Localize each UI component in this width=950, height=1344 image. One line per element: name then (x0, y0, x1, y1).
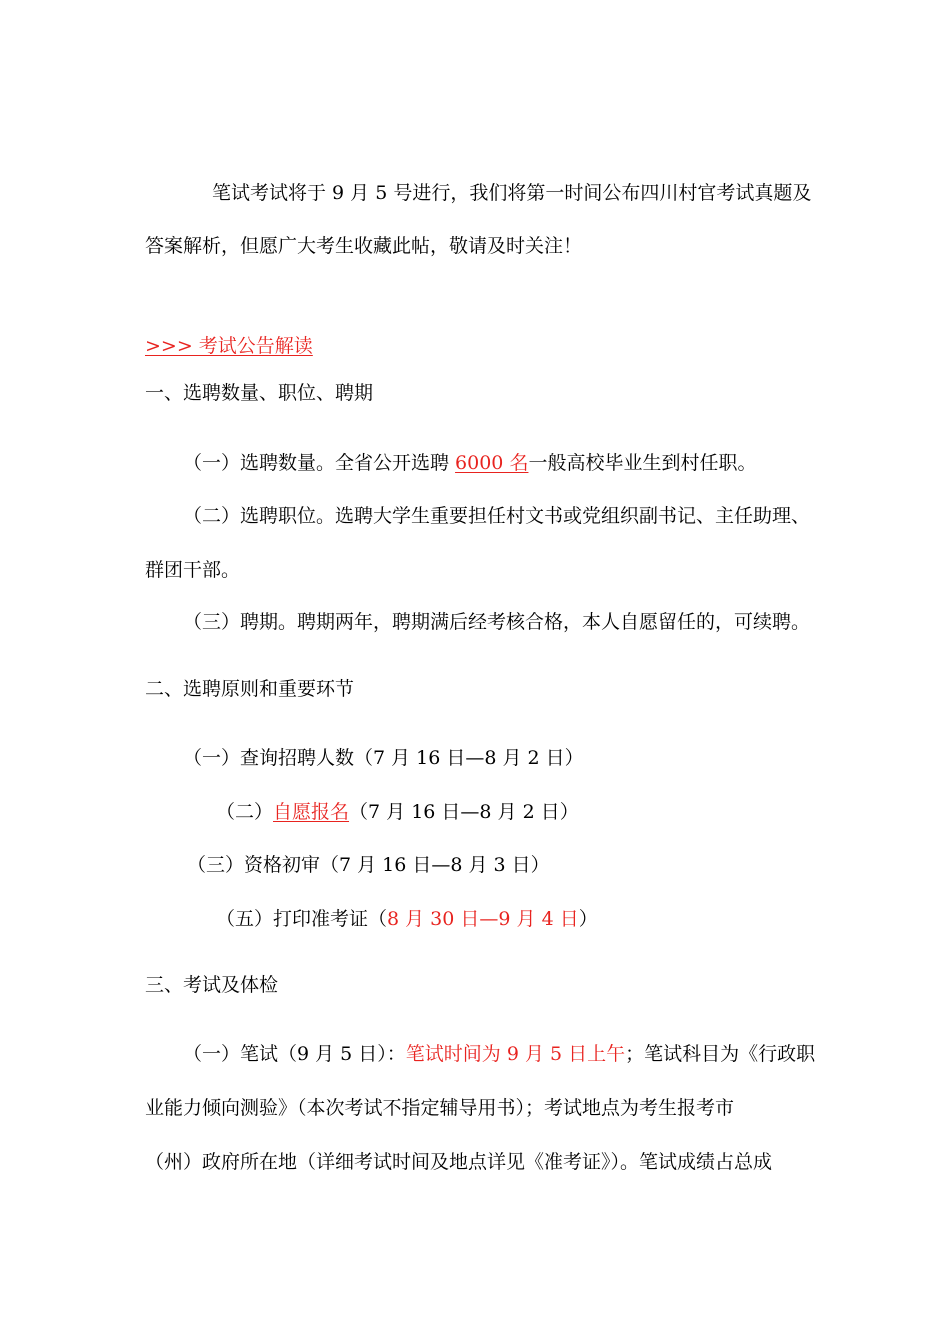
section1-item2-line1: （二）选聘职位。选聘大学生重要担任村文书或党组织副书记、主任助理、 (183, 505, 811, 527)
section1-item1-suffix: 一般高校毕业生到村任职。 (528, 452, 757, 474)
section2-heading: 二、选聘原则和重要环节 (145, 678, 355, 700)
section2-item2-suffix: （7 月 16 日—8 月 2 日） (349, 801, 579, 823)
section2-item5-prefix: （五）打印准考证（ (216, 908, 388, 930)
notice-interpretation-link[interactable]: >>> 考试公告解读 (145, 335, 313, 357)
section1-item1 (183, 451, 756, 475)
section3-item1-line3: （州）政府所在地（详细考试时间及地点详见《准考证》）。笔试成绩占总成 (145, 1151, 773, 1173)
section3-item1-prefix: （一）笔试（9 月 5 日）： (183, 1043, 406, 1065)
section2-item2 (216, 800, 579, 824)
section3-item1-line2: 业能力倾向测验》（本次考试不指定辅导用书）；考试地点为考生报考市 (145, 1097, 735, 1119)
intro-line-2: 答案解析，但愿广大考生收藏此帖，敬请及时关注！ (145, 235, 583, 257)
section2-item3: （三）资格初审（7 月 16 日—8 月 3 日） (187, 854, 550, 876)
section2-item5-suffix: ） (578, 908, 598, 930)
section1-item3: （三）聘期。聘期两年，聘期满后经考核合格，本人自愿留任的，可续聘。 (183, 611, 811, 633)
section2-item1: （一）查询招聘人数（7 月 16 日—8 月 2 日） (183, 747, 584, 769)
intro-line-1: 笔试考试将于 9 月 5 号进行，我们将第一时间公布四川村官考试真题及 (212, 182, 812, 204)
admission-ticket-dates: 8 月 30 日—9 月 4 日 (387, 908, 579, 930)
section2-item5 (216, 907, 598, 931)
section1-item1-prefix: （一）选聘数量。全省公开选聘 (183, 452, 456, 474)
recruit-count-link[interactable]: 6000 名 (455, 452, 529, 474)
exam-time-highlight: 笔试时间为 9 月 5 日上午 (405, 1043, 626, 1065)
section3-heading: 三、考试及体检 (145, 974, 279, 996)
section3-item1-suffix: ；笔试科目为《行政职 (625, 1043, 816, 1065)
section3-item1-line1 (183, 1042, 815, 1066)
section2-item2-prefix: （二） (216, 801, 274, 823)
section1-heading: 一、选聘数量、职位、聘期 (145, 382, 374, 404)
section1-item2-line2: 群团干部。 (145, 559, 241, 581)
voluntary-registration-link[interactable]: 自愿报名 (273, 801, 350, 823)
